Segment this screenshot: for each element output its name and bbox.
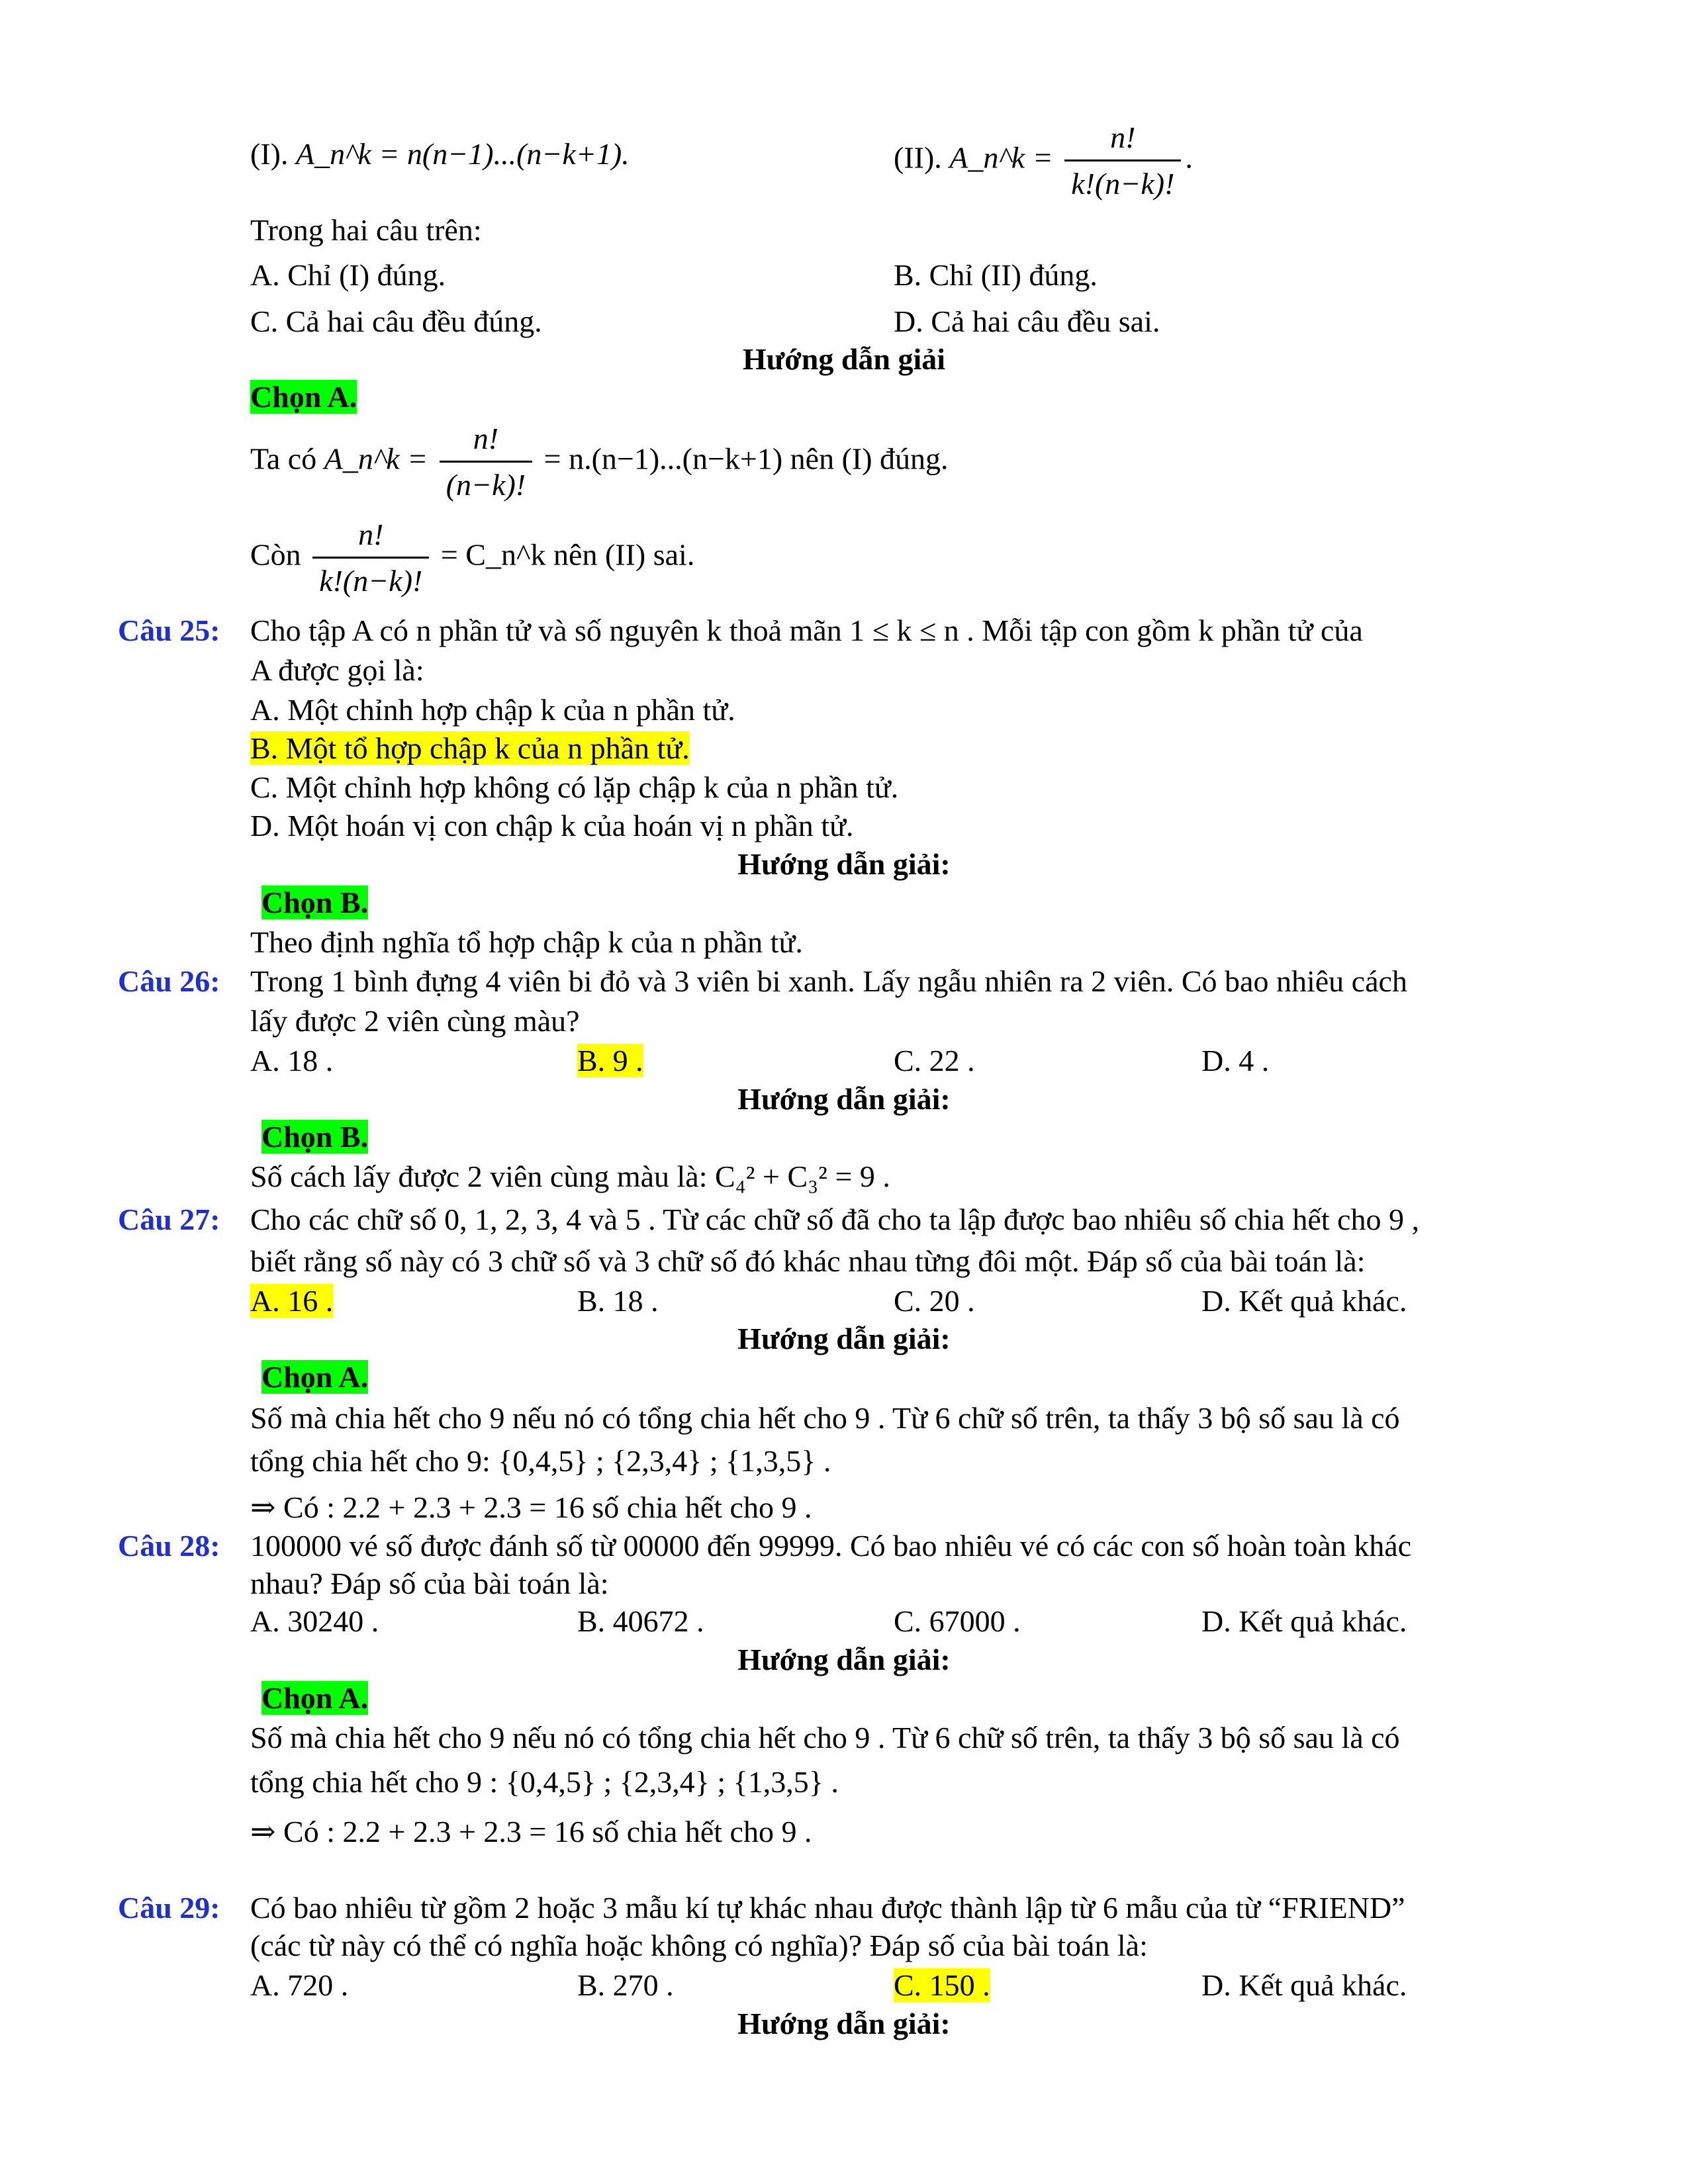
q24-option-c: C. Cả hai câu đều đúng.	[250, 304, 542, 338]
q26-label: Câu 26:	[118, 964, 220, 998]
q25-option-a: A. Một chỉnh hợp chập k của n phần tử.	[250, 693, 735, 727]
q27-solution-1: Số mà chia hết cho 9 nếu nó có tổng chia hết cho 9 . Từ 6 chữ số trên, ta thấy 3 bộ số sau là có	[250, 1401, 1400, 1435]
q28-choice: Chọn A.	[261, 1681, 369, 1715]
q27-guide-title: Hướng dẫn giải:	[737, 1322, 951, 1355]
q27-option-b: B. 18 .	[577, 1284, 659, 1318]
q26-guide-title: Hướng dẫn giải:	[737, 1082, 951, 1116]
q24-solution-1: Ta có A_n^k = $\frac{n!}{(n-k)!}$ = n.(n−1)...(n−k+1) nên (I) đúng.	[250, 422, 949, 502]
q29-option-d: D. Kết quả khác.	[1201, 1968, 1407, 2002]
q28-option-d: D. Kết quả khác.	[1201, 1604, 1407, 1638]
q24-choice: Chọn A.	[250, 380, 357, 414]
q28-solution-3: ⇒ Có : 2.2 + 2.3 + 2.3 = 16 số chia hết cho 9 .	[250, 1815, 812, 1848]
q24-solution-2: Còn $\frac{n!}{k!(n-k)!}$ = C_n^k nên (II) sai.	[250, 518, 695, 598]
q27-choice: Chọn A.	[261, 1360, 369, 1394]
q25-label: Câu 25:	[118, 614, 220, 647]
q27-solution-2: tổng chia hết cho 9: {0,4,5} ; {2,3,4} ; {1,3,5} .	[250, 1444, 831, 1478]
q29-option-c: C. 150 .	[894, 1968, 990, 2002]
formula-I: (I). A_n^k = n(n−1)...(n−k+1).	[250, 137, 630, 171]
q27-option-d: D. Kết quả khác.	[1201, 1284, 1407, 1318]
q26-option-b: B. 9 .	[577, 1044, 643, 1077]
q29-text-2: (các từ này có thể có nghĩa hoặc không có nghĩa)? Đáp số của bài toán là:	[250, 1929, 1148, 1962]
q25-solution: Theo định nghĩa tổ hợp chập k của n phần tử.	[250, 925, 803, 959]
q28-label: Câu 28:	[118, 1529, 220, 1563]
q27-option-c: C. 20 .	[894, 1284, 975, 1318]
q28-solution-2: tổng chia hết cho 9 : {0,4,5} ; {2,3,4} ; {1,3,5} .	[250, 1765, 839, 1799]
q24-option-d: D. Cả hai câu đều sai.	[894, 304, 1160, 338]
q26-solution: Số cách lấy được 2 viên cùng màu là: C₄² + C₃² = 9 .	[250, 1160, 890, 1193]
q27-option-a: A. 16 .	[250, 1284, 334, 1318]
q28-option-c: C. 67000 .	[894, 1604, 1021, 1638]
q27-text-1: Cho các chữ số 0, 1, 2, 3, 4 và 5 . Từ các chữ số đã cho ta lập được bao nhiêu số chia hết cho 9 ,	[250, 1203, 1419, 1236]
formula-II: (II). A_n^k = $\frac{n!}{k!(n-k)!}$ .	[894, 120, 1193, 201]
q25-option-c: C. Một chỉnh hợp không có lặp chập k của n phần tử.	[250, 770, 899, 804]
q26-option-c: C. 22 .	[894, 1044, 975, 1077]
q26-option-a: A. 18 .	[250, 1044, 334, 1077]
q24-prompt: Trong hai câu trên:	[250, 213, 482, 247]
q28-text-2: nhau? Đáp số của bài toán là:	[250, 1567, 609, 1600]
q26-text-1: Trong 1 bình đựng 4 viên bi đỏ và 3 viên bi xanh. Lấy ngẫu nhiên ra 2 viên. Có bao nhiêu cách	[250, 964, 1407, 998]
q29-option-b: B. 270 .	[577, 1968, 674, 2002]
q27-solution-3: ⇒ Có : 2.2 + 2.3 + 2.3 = 16 số chia hết cho 9 .	[250, 1490, 812, 1524]
q27-label: Câu 27:	[118, 1203, 220, 1236]
q24-option-b: B. Chỉ (II) đúng.	[894, 258, 1098, 292]
q26-choice: Chọn B.	[261, 1120, 369, 1154]
q26-text-2: lấy được 2 viên cùng màu?	[250, 1004, 580, 1038]
q26-option-d: D. 4 .	[1201, 1044, 1270, 1077]
q29-guide-title: Hướng dẫn giải:	[737, 2007, 951, 2040]
q29-label: Câu 29:	[118, 1891, 220, 1925]
q25-text-2: A được gọi là:	[250, 653, 424, 687]
q25-guide-title: Hướng dẫn giải:	[737, 847, 951, 881]
q28-text-1: 100000 vé số được đánh số từ 00000 đến 99999. Có bao nhiêu vé có các con số hoàn toàn khác	[250, 1529, 1412, 1563]
q29-text-1: Có bao nhiêu từ gồm 2 hoặc 3 mẫu kí tự khác nhau được thành lập từ 6 mẫu của từ “FRIEND”	[250, 1891, 1405, 1925]
q28-option-b: B. 40672 .	[577, 1604, 704, 1638]
q24-option-a: A. Chỉ (I) đúng.	[250, 258, 446, 292]
q28-option-a: A. 30240 .	[250, 1604, 379, 1638]
q28-solution-1: Số mà chia hết cho 9 nếu nó có tổng chia hết cho 9 . Từ 6 chữ số trên, ta thấy 3 bộ số sau là có	[250, 1721, 1400, 1754]
q28-guide-title: Hướng dẫn giải:	[737, 1643, 951, 1676]
q29-option-a: A. 720 .	[250, 1968, 349, 2002]
q25-choice: Chọn B.	[261, 886, 369, 919]
q25-text-1: Cho tập A có n phần tử và số nguyên k thoả mãn 1 ≤ k ≤ n . Mỗi tập con gồm k phần tử của	[250, 614, 1363, 647]
q25-option-d: D. Một hoán vị con chập k của hoán vị n phần tử.	[250, 809, 854, 842]
q27-text-2: biết rằng số này có 3 chữ số và 3 chữ số đó khác nhau từng đôi một. Đáp số của bài toán là:	[250, 1244, 1366, 1278]
q24-guide-title: Hướng dẫn giải	[742, 342, 946, 376]
q25-option-b: B. Một tổ hợp chập k của n phần tử.	[250, 731, 690, 765]
